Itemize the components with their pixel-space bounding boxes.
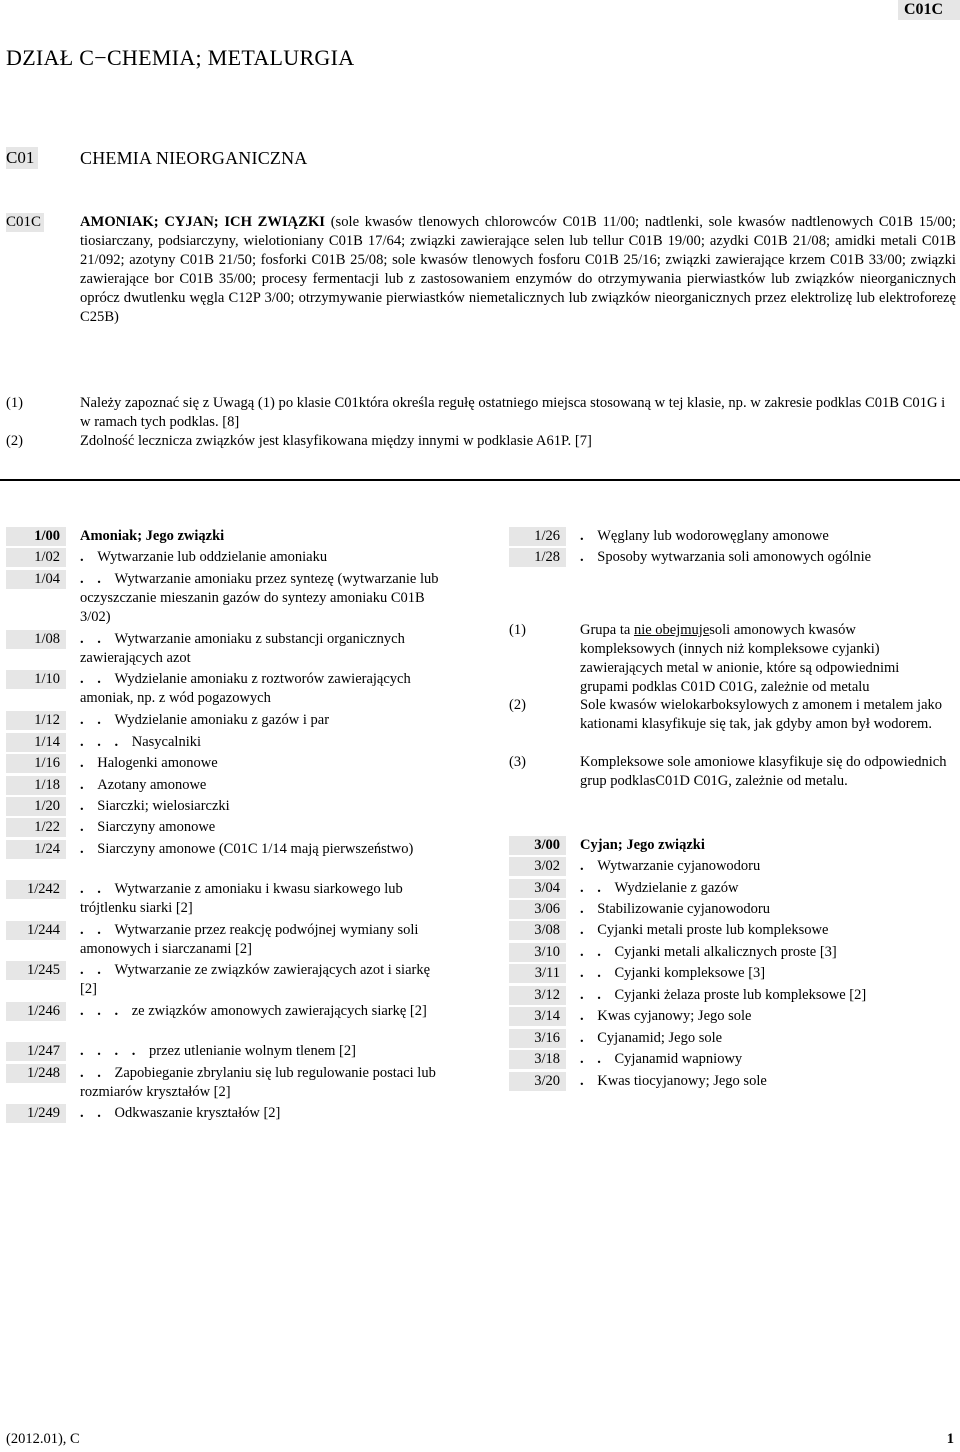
group-title: [580, 1050, 955, 1069]
group-title: [80, 818, 450, 837]
subclass-title-bold: AMONIAK; CYJAN; ICH ZWIĄZKI: [80, 214, 325, 230]
hierarchy-dots: . .: [80, 1065, 115, 1081]
hierarchy-dots: .: [80, 549, 98, 565]
hierarchy-dots: . .: [80, 571, 115, 587]
hierarchy-dots: .: [580, 1008, 598, 1024]
hierarchy-dots: .: [580, 1030, 598, 1046]
group-note-emphasis: nie obejmuje: [633, 622, 710, 638]
note-text: Należy zapoznać się z Uwagą (1) po klasie C01która określa regułę ostatniego miejsca stosowaną w tej klasie, np. w zakresie podklas C01B C01G i w ramach tych podklas. [8]: [80, 395, 946, 430]
hierarchy-dots: . . .: [80, 734, 132, 750]
group-code: 1/248: [6, 1064, 66, 1083]
group-title: [580, 1007, 955, 1026]
group-code: 1/14: [6, 733, 66, 752]
group-title: [80, 754, 450, 773]
group-code: 1/247: [6, 1042, 66, 1061]
hierarchy-dots: .: [580, 528, 598, 544]
note-text: Zdolność lecznicza związków jest klasyfikowana między innymi w podklasie A61P. [7]: [80, 433, 592, 449]
group-code: 1/246: [6, 1002, 66, 1021]
group-title: [80, 1104, 450, 1123]
group-note-number: (1): [509, 622, 526, 638]
hierarchy-dots: .: [580, 922, 598, 938]
group-code: 1/244: [6, 921, 66, 940]
hierarchy-dots: . . .: [80, 1003, 132, 1019]
subclass-code: C01C: [6, 213, 44, 232]
group-title-text: Odkwaszanie kryształów [2]: [114, 1105, 281, 1121]
group-note-body: Kompleksowe sole amoniowe klasyfikuje się do odpowiednich grup podklasC01D C01G, zależnie od metalu.: [580, 754, 947, 789]
group-title-text: Cyjanki żelaza proste lub kompleksowe [2]: [614, 987, 867, 1003]
group-title: [580, 1072, 955, 1091]
hierarchy-dots: . .: [80, 712, 115, 728]
group-title-text: Cyjanki kompleksowe [3]: [614, 965, 766, 981]
group-note-text: [580, 753, 950, 791]
group-code: 1/12: [6, 711, 66, 730]
hierarchy-dots: . .: [580, 880, 615, 896]
hierarchy-dots: .: [80, 841, 98, 857]
group-code: 1/245: [6, 961, 66, 980]
group-title-text: Wydzielanie amoniaku z gazów i par: [114, 712, 330, 728]
group-title: [580, 879, 955, 898]
group-note-body: Sole kwasów wielokarboksylowych z amonem i metalem jako kationami klasyfikuje się tak, jak gdyby amon był wodorem.: [580, 697, 943, 732]
group-note-number: (3): [509, 754, 526, 770]
group-code: 1/24: [6, 840, 66, 859]
group-title: [80, 961, 450, 999]
group-title-text: Cyjanki metali alkalicznych proste [3]: [614, 944, 837, 960]
group-code: 1/22: [6, 818, 66, 837]
group-code: 3/12: [509, 986, 566, 1005]
group-code: 3/11: [509, 964, 566, 983]
section-title: DZIAŁ C−CHEMIA; METALURGIA: [6, 45, 355, 70]
group-title-text: Wytwarzanie ze związków zawierających azot i siarkę [2]: [80, 962, 431, 997]
group-title-text: ze związków amonowych zawierających siarkę [2]: [131, 1003, 427, 1019]
hierarchy-dots: . . . .: [80, 1043, 149, 1059]
group-code: 1/18: [6, 776, 66, 795]
hierarchy-dots: .: [580, 901, 598, 917]
hierarchy-dots: .: [80, 755, 98, 771]
group-title-text: Wytwarzanie cyjanowodoru: [597, 858, 761, 874]
group-title-text: Cyjan; Jego związki: [580, 837, 705, 853]
group-title-text: Wytwarzanie amoniaku z substancji organicznych zawierających azot: [80, 631, 405, 666]
group-title: [80, 548, 450, 567]
group-code: 1/249: [6, 1104, 66, 1123]
divider-rule: [0, 479, 960, 481]
group-title-text: Stabilizowanie cyjanowodoru: [597, 901, 770, 917]
group-title: [80, 840, 450, 859]
group-title-text: Węglany lub wodorowęglany amonowe: [597, 528, 829, 544]
hierarchy-dots: .: [80, 777, 98, 793]
hierarchy-dots: . .: [80, 962, 115, 978]
group-title-text: Kwas tiocyjanowy; Jego sole: [597, 1073, 767, 1089]
group-title-text: Sposoby wytwarzania soli amonowych ogólnie: [597, 549, 872, 565]
group-code: 3/00: [509, 836, 566, 855]
hierarchy-dots: .: [580, 1073, 598, 1089]
hierarchy-dots: .: [580, 549, 598, 565]
group-title: [80, 1002, 450, 1021]
hierarchy-dots: .: [80, 798, 98, 814]
group-title-text: Siarczyny amonowe: [97, 819, 216, 835]
group-title: [80, 711, 450, 730]
group-title: [80, 527, 450, 546]
group-title: [580, 964, 955, 983]
group-note-text: [580, 621, 950, 697]
class-title: CHEMIA NIEORGANICZNA: [80, 148, 308, 168]
group-title: [580, 836, 955, 855]
group-title-text: Azotany amonowe: [97, 777, 207, 793]
note-number: (2): [6, 433, 24, 449]
hierarchy-dots: . .: [80, 1105, 115, 1121]
group-title-text: Nasycalniki: [131, 734, 202, 750]
note-number: (1): [6, 395, 24, 411]
group-code: 1/02: [6, 548, 66, 567]
group-title-text: Wytwarzanie amoniaku przez syntezę (wytwarzanie lub oczyszczanie mieszanin gazów do syntezy amoniaku C01B 3/02): [80, 571, 439, 625]
group-title-text: Siarczki; wielosiarczki: [97, 798, 230, 814]
group-title: [580, 986, 955, 1005]
class-code: C01: [6, 147, 38, 169]
group-title-text: Cyjanamid wapniowy: [614, 1051, 743, 1067]
hierarchy-dots: .: [80, 819, 98, 835]
group-code: 1/16: [6, 754, 66, 773]
group-title: [580, 921, 955, 940]
group-code: 1/00: [6, 527, 66, 546]
hierarchy-dots: . .: [80, 922, 115, 938]
group-code: 3/08: [509, 921, 566, 940]
group-code: 1/242: [6, 880, 66, 899]
group-note-number: (2): [509, 697, 526, 713]
group-title-text: Siarczyny amonowe (C01C 1/14 mają pierwszeństwo): [97, 841, 414, 857]
hierarchy-dots: . .: [580, 944, 615, 960]
hierarchy-dots: . .: [580, 1051, 615, 1067]
group-title: [580, 943, 955, 962]
group-note-body: soli amonowych kwasów kompleksowych (innych niż kompleksowe cyjanki) zawierających metal w anionie, które są odpowiednimi grupami podklas C01D C01G, zależnie od metalu: [580, 622, 900, 695]
group-title: [580, 857, 955, 876]
group-title: [80, 1064, 450, 1102]
group-title: [80, 570, 450, 627]
group-title-text: Wydzielanie amoniaku z roztworów zawierających amoniak, np. z wód pogazowych: [80, 671, 411, 706]
group-code: 1/28: [509, 548, 566, 567]
note-1: [0, 394, 960, 434]
group-title-text: Wytwarzanie z amoniaku i kwasu siarkowego lub trójtlenku siarki [2]: [80, 881, 403, 916]
footer-edition: (2012.01), C: [6, 1431, 80, 1447]
group-title-text: Cyjanki metali proste lub kompleksowe: [597, 922, 829, 938]
group-title-text: Wytwarzanie lub oddzielanie amoniaku: [97, 549, 328, 565]
group-code: 3/16: [509, 1029, 566, 1048]
group-title: [580, 1029, 955, 1048]
group-title: [580, 548, 955, 567]
hierarchy-dots: . .: [80, 671, 115, 687]
group-title: [80, 1042, 450, 1061]
group-note-text: [580, 696, 950, 734]
group-code: 3/04: [509, 879, 566, 898]
group-code: 3/18: [509, 1050, 566, 1069]
group-title: [580, 900, 955, 919]
group-title-text: Wydzielanie z gazów: [614, 880, 739, 896]
group-title-text: Cyjanamid; Jego sole: [597, 1030, 723, 1046]
group-title-text: Amoniak; Jego związki: [80, 528, 225, 544]
hierarchy-dots: . .: [80, 881, 115, 897]
group-code: 1/08: [6, 630, 66, 649]
group-title-text: Halogenki amonowe: [97, 755, 218, 771]
group-code: 3/02: [509, 857, 566, 876]
hierarchy-dots: .: [580, 858, 598, 874]
group-code: 3/06: [509, 900, 566, 919]
footer-page-number: 1: [946, 1431, 954, 1447]
hierarchy-dots: . .: [80, 631, 115, 647]
group-code: 1/10: [6, 670, 66, 689]
hierarchy-dots: . .: [580, 965, 615, 981]
group-title: [80, 797, 450, 816]
subclass-title-rest: (sole kwasów tlenowych chlorowców C01B 11/00; nadtlenki, sole kwasów nadtlenowych C01B 15/00; tiosiarczany, podsiarczyny, wielotioniany C01B 17/64; związki zawierające selen lub tellur C01B 19/00; azydki C01B 21/08; amidki metali C01B 21/092; azotyny C01B 21/50; fosforki C01B 25/08; sole kwasów tlenowych fosforu C01B 25/16; związki zawierające krzem C01B 33/00; związki zawierające bor C01B 35/00; procesy fermentacji lub z zastosowaniem enzymów do otrzymywania pierwiastków lub związków nieorganicznych oprócz dwutlenku węgla C12P 3/00; otrzymywanie pierwiastków niemetalicznych lub związków nieorganicznych przez elektrolizę lub elektroforezę C25B): [80, 214, 957, 326]
group-title-text: przez utlenianie wolnym tlenem [2]: [149, 1043, 356, 1059]
hierarchy-dots: . .: [580, 987, 615, 1003]
group-code: 1/20: [6, 797, 66, 816]
group-title: [80, 670, 450, 708]
group-code: 1/26: [509, 527, 566, 546]
group-title: [80, 921, 450, 959]
group-note-prefix: Grupa ta: [580, 622, 634, 638]
group-title: [80, 776, 450, 795]
classification-corner-label: C01C: [898, 0, 960, 20]
group-title: [80, 733, 450, 752]
group-title: [80, 630, 450, 668]
group-title-text: Zapobieganie zbrylaniu się lub regulowanie postaci lub rozmiarów kryształów [2]: [80, 1065, 436, 1100]
group-title: [80, 880, 450, 918]
group-title-text: Wytwarzanie przez reakcję podwójnej wymiany soli amonowych i siarczanami [2]: [80, 922, 419, 957]
group-code: 3/14: [509, 1007, 566, 1026]
group-code: 3/10: [509, 943, 566, 962]
group-title-text: Kwas cyjanowy; Jego sole: [597, 1008, 752, 1024]
subclass-title: [80, 213, 956, 328]
group-code: 3/20: [509, 1072, 566, 1091]
group-title: [580, 527, 955, 546]
group-code: 1/04: [6, 570, 66, 589]
note-2: [0, 432, 960, 452]
